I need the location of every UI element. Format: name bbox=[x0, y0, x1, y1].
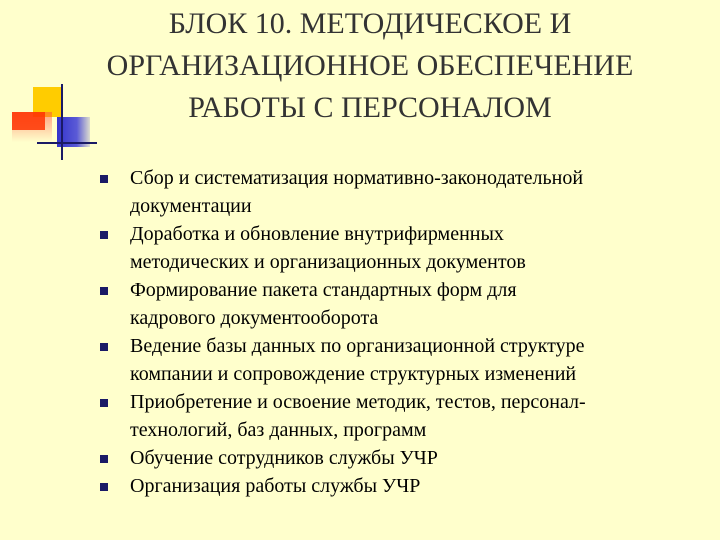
title-line: БЛОК 10. МЕТОДИЧЕСКОЕ И bbox=[168, 7, 572, 40]
square-bullet-icon bbox=[100, 231, 108, 239]
bullet-list bbox=[98, 164, 698, 500]
bullet-item bbox=[98, 164, 698, 220]
bullet-item bbox=[98, 444, 698, 472]
title-line: РАБОТЫ С ПЕРСОНАЛОМ bbox=[188, 91, 552, 124]
bullet-text-line: Организация работы службы УЧР bbox=[130, 475, 421, 497]
square-bullet-icon bbox=[100, 175, 108, 183]
square-bullet-icon bbox=[100, 343, 108, 351]
bullet-item bbox=[98, 472, 698, 500]
bullet-text-line: Обучение сотрудников службы УЧР bbox=[130, 447, 438, 469]
square-bullet-icon bbox=[100, 455, 108, 463]
square-bullet-icon bbox=[100, 399, 108, 407]
bullet-item bbox=[98, 220, 698, 276]
title-line: ОРГАНИЗАЦИОННОЕ ОБЕСПЕЧЕНИЕ bbox=[106, 49, 634, 82]
bullet-text-line: Доработка и обновление внутрифирменных bbox=[130, 223, 504, 245]
bullet-text-line: Ведение базы данных по организационной структуре bbox=[130, 335, 585, 357]
bullet-item bbox=[98, 388, 698, 444]
bullet-text-line: документации bbox=[130, 195, 252, 217]
bullet-text-line: компании и сопровождение структурных изменений bbox=[130, 363, 577, 385]
square-bullet-icon bbox=[100, 483, 108, 491]
bullet-text-line: технологий, баз данных, программ bbox=[130, 419, 427, 441]
bullet-text-line: Приобретение и освоение методик, тестов, персонал- bbox=[130, 391, 586, 413]
bullet-text-line: Сбор и систематизация нормативно-законодательной bbox=[130, 167, 584, 189]
bullet-item bbox=[98, 332, 698, 388]
bullet-text-line: кадрового документооборота bbox=[130, 307, 379, 329]
bullet-item bbox=[98, 276, 698, 332]
slide-title bbox=[40, 3, 700, 129]
decor-horizontal-line bbox=[37, 142, 97, 144]
square-bullet-icon bbox=[100, 287, 108, 295]
bullet-text-line: методических и организационных документов bbox=[130, 251, 526, 273]
bullet-text-line: Формирование пакета стандартных форм для bbox=[130, 279, 517, 301]
